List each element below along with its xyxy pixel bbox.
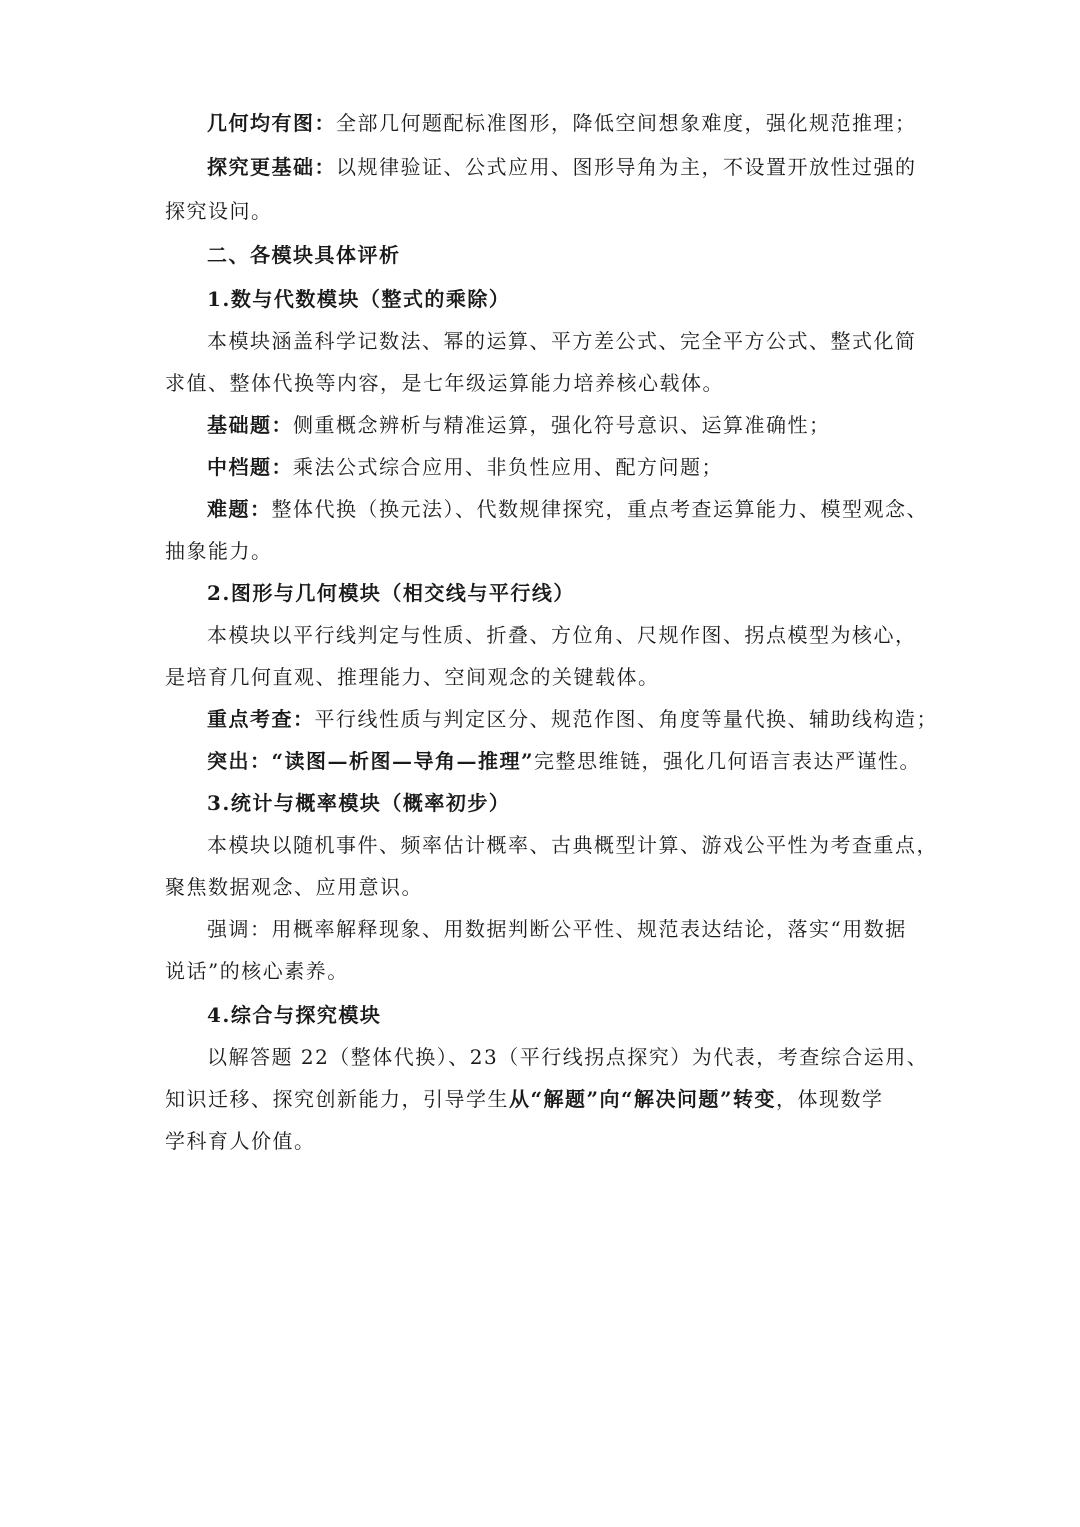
list-item-highlight <box>207 748 921 774</box>
emphasis-paragraph: 强调：用概率解释现象、用数据判断公平性、规范表达结论，落实“用数据 <box>207 917 907 941</box>
item-text: 平行线性质与判定区分、规范作图、角度等量代换、辅助线构造； <box>314 707 938 731</box>
list-item-medium <box>207 454 723 480</box>
module-intro-comprehensive-cont <box>165 1086 884 1112</box>
paragraph-continuation: 探究设问。 <box>165 199 273 223</box>
module-intro-geometry-cont: 是培育几何直观、推理能力、空间观念的关键载体。 <box>165 665 660 689</box>
section-heading: 二、各模块具体评析 <box>207 243 401 267</box>
item-text: 侧重概念辨析与精准运算，强化符号意识、运算准确性； <box>293 413 831 437</box>
module-heading-geometry: 2.图形与几何模块（相交线与平行线） <box>207 581 575 605</box>
term-exploration-basic: 探究更基础： <box>207 155 336 179</box>
term-geometry-figures: 几何均有图： <box>207 111 336 135</box>
term-medium: 中档题： <box>207 455 293 479</box>
module-heading-statistics: 3.统计与概率模块（概率初步） <box>207 791 511 815</box>
module-intro-statistics-cont: 聚焦数据观念、应用意识。 <box>165 875 423 899</box>
term-highlight: 突出：“读图—析图—导角—推理” <box>207 749 535 773</box>
paragraph-text: 以规律验证、公式应用、图形导角为主，不设置开放性过强的 <box>336 155 917 179</box>
text-segment: ，体现数学 <box>776 1087 884 1111</box>
list-item-basic <box>207 412 831 438</box>
term-focus: 重点考查： <box>207 707 315 731</box>
module-intro-geometry: 本模块以平行线判定与性质、折叠、方位角、尺规作图、拐点模型为核心， <box>207 623 917 647</box>
module-intro-algebra-cont: 求值、整体代换等内容，是七年级运算能力培养核心载体。 <box>165 371 724 395</box>
item-text: 整体代换（换元法）、代数规律探究，重点考查运算能力、模型观念、 <box>271 497 928 521</box>
paragraph-exploration-basic <box>207 154 917 180</box>
paragraph-geometry-figures <box>207 110 917 136</box>
module-intro-comprehensive: 以解答题 22（整体代换）、23（平行线拐点探究）为代表，考查综合运用、 <box>207 1045 929 1069</box>
module-heading-comprehensive: 4.综合与探究模块 <box>207 1003 382 1027</box>
paragraph-text: 全部几何题配标准图形，降低空间想象难度，强化规范推理； <box>336 111 917 135</box>
module-intro-algebra: 本模块涵盖科学记数法、幂的运算、平方差公式、完全平方公式、整式化简 <box>207 329 917 353</box>
list-item-hard-cont: 抽象能力。 <box>165 539 273 563</box>
emphasis-paragraph-cont: 说话”的核心素养。 <box>165 959 349 983</box>
emphasis-segment: 从“解题”向“解决问题”转变 <box>509 1087 777 1111</box>
list-item-focus <box>207 706 938 732</box>
text-segment: 知识迁移、探究创新能力，引导学生 <box>165 1087 509 1111</box>
module-intro-comprehensive-end: 学科育人价值。 <box>165 1129 316 1153</box>
list-item-hard <box>207 496 928 522</box>
term-basic: 基础题： <box>207 413 293 437</box>
module-intro-statistics: 本模块以随机事件、频率估计概率、古典概型计算、游戏公平性为考查重点， <box>207 833 938 857</box>
module-heading-algebra: 1.数与代数模块（整式的乘除） <box>207 287 511 311</box>
term-hard: 难题： <box>207 497 272 521</box>
item-text: 乘法公式综合应用、非负性应用、配方问题； <box>293 455 723 479</box>
item-text: 完整思维链，强化几何语言表达严谨性。 <box>534 749 922 773</box>
